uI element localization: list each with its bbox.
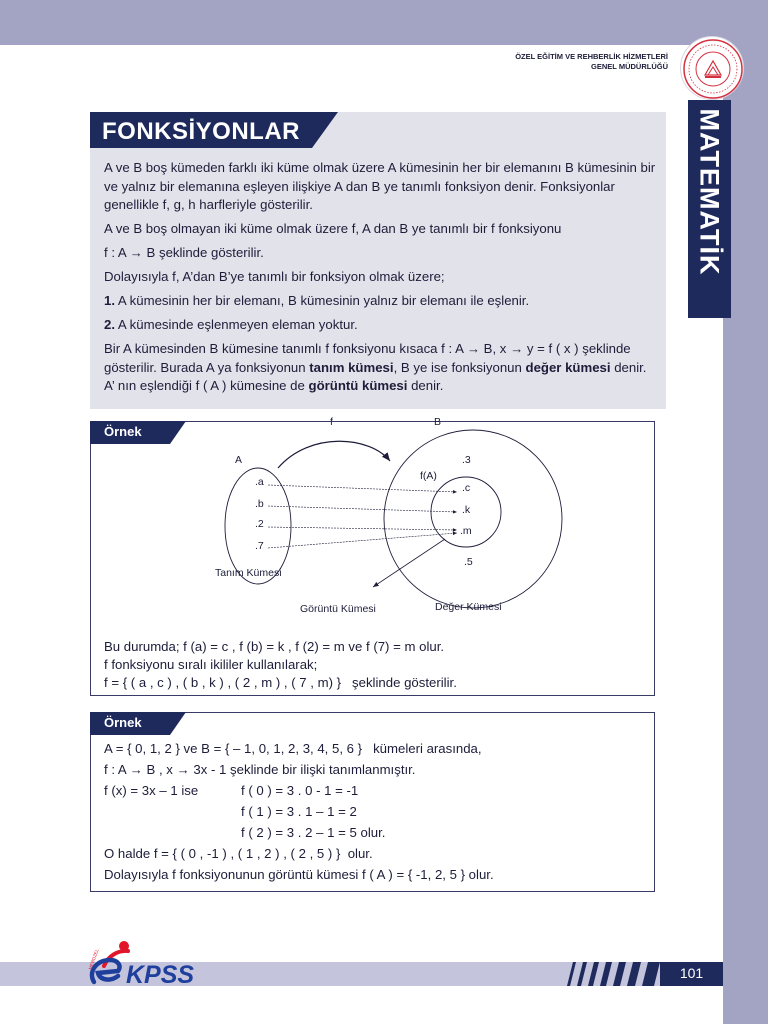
function-f-label: f <box>330 416 333 428</box>
codomain-caption: Değer Kümesi <box>435 601 502 613</box>
domain-element: .b <box>255 498 264 510</box>
example-1-line: f fonksiyonu sıralı ikililer kullanılarak; <box>104 657 318 672</box>
ekpss-logo-icon <box>88 938 210 990</box>
definition-paragraph-terms <box>104 340 656 396</box>
rule-number-2: 2. <box>104 317 115 332</box>
example-2-line: f : A → B , x → 3x - 1 şeklinde bir ilişki tanımlanmıştır. <box>104 762 416 777</box>
example-label-2: Örnek <box>104 715 142 730</box>
calculation-rule: f (x) = 3x – 1 ise <box>104 783 199 798</box>
definition-text <box>104 159 656 401</box>
rule-item-1 <box>104 292 656 311</box>
meb-seal-icon <box>680 36 744 100</box>
example-2-line: Dolayısıyla f fonksiyonunun görüntü kümesi f ( A ) = { -1, 2, 5 } olur. <box>104 867 494 882</box>
image-set-label: f(A) <box>420 470 437 482</box>
example-1-text <box>104 638 644 692</box>
function-diagram <box>90 416 655 631</box>
ministry-header <box>515 52 668 72</box>
top-band <box>0 0 768 45</box>
image-element: .c <box>462 482 471 494</box>
definition-paragraph: Dolayısıyla f, A’dan B’ye tanımlı bir fonksiyon olmak üzere; <box>104 269 445 284</box>
rule-item-2 <box>104 316 656 335</box>
logo-small-text: MEBOZEL <box>88 948 100 971</box>
ministry-line-1: ÖZEL EĞİTİM VE REHBERLİK HİZMETLERİ <box>515 52 668 61</box>
calculation-step: f ( 0 ) = 3 . 0 - 1 = -1 <box>241 783 359 798</box>
set-a-label: A <box>235 454 243 466</box>
example-tab-2 <box>90 712 188 736</box>
logo-text: KPSS <box>126 961 195 989</box>
image-element: .m <box>460 525 472 537</box>
domain-element: .a <box>255 476 264 488</box>
term-domain: tanım kümesi <box>309 359 394 375</box>
set-b-label: B <box>434 416 442 428</box>
example-2-line: A = { 0, 1, 2 } ve B = { – 1, 0, 1, 2, 3, 4, 5, 6 } kümeleri arasında, <box>104 741 482 756</box>
terms-text: Bir A kümesinden B kümesine tanımlı f fonksiyonu kısaca f : A → B, x → y = f ( x ) şeklinde gösterilir. Burada A ya fonksiyonun <box>104 341 631 375</box>
calculation-row <box>104 801 644 822</box>
ministry-line-2: GENEL MÜDÜRLÜĞÜ <box>591 62 668 71</box>
rule-number-1: 1. <box>104 293 115 308</box>
subject-side-tab-label: MATEMATİK <box>694 108 725 276</box>
term-image: görüntü kümesi <box>308 378 408 393</box>
terms-text: denir. <box>407 378 444 393</box>
example-label-1: Örnek <box>104 424 142 439</box>
calculation-row <box>104 822 644 843</box>
domain-element: .7 <box>255 540 264 552</box>
codomain-element: .3 <box>462 454 471 466</box>
rule-text-2: A kümesinde eşlenmeyen eleman yoktur. <box>115 317 358 332</box>
section-title: FONKSİYONLAR <box>102 118 300 145</box>
example-1-line: Bu durumda; f (a) = c , f (b) = k , f (2) = m ve f (7) = m olur. <box>104 639 445 654</box>
terms-text: denir. A’ nın eşlendiği f ( A ) kümesine de <box>104 359 647 393</box>
example-2-text <box>104 738 644 885</box>
calculation-step: f ( 1 ) = 3 . 1 – 1 = 2 <box>241 804 357 819</box>
example-2-line: O halde f = { ( 0 , -1 ) , ( 1 , 2 ) , ( 2 , 5 ) } olur. <box>104 846 373 861</box>
footer-stripes <box>565 962 673 986</box>
page-number-box <box>660 962 723 986</box>
calculation-row <box>104 780 644 801</box>
section-title-tab <box>90 112 340 152</box>
domain-element: .2 <box>255 518 264 530</box>
domain-caption: Tanım Kümesi <box>215 567 282 579</box>
image-caption: Görüntü Kümesi <box>300 603 376 615</box>
term-codomain: değer kümesi <box>525 359 611 375</box>
image-element: .k <box>462 504 471 516</box>
example-1-line: f = { ( a , c ) , ( b , k ) , ( 2 , m ) , ( 7 , m) } şeklinde gösterilir. <box>104 675 457 690</box>
terms-text: , B ye ise fonksiyonun <box>393 359 526 375</box>
definition-paragraph: A ve B boş kümeden farklı iki küme olmak üzere A kümesinin her bir elemanını B kümesinin bir ve yalnız bir elemanına eşleyen ilişkiye A dan B ye tanımlı fonksiyon denir. Fonksiyonlar genellikle f, g, h harfleriyle gösterilir. <box>104 160 656 212</box>
calculation-step: f ( 2 ) = 3 . 2 – 1 = 5 olur. <box>241 825 386 840</box>
codomain-element: .5 <box>464 556 473 568</box>
page-number: 101 <box>679 965 704 981</box>
rule-text-1: A kümesinin her bir elemanı, B kümesinin yalnız bir elemanı ile eşlenir. <box>115 293 530 308</box>
definition-paragraph: f : A → B şeklinde gösterilir. <box>104 245 264 260</box>
definition-paragraph: A ve B boş olmayan iki küme olmak üzere f, A dan B ye tanımlı bir f fonksiyonu <box>104 221 562 236</box>
